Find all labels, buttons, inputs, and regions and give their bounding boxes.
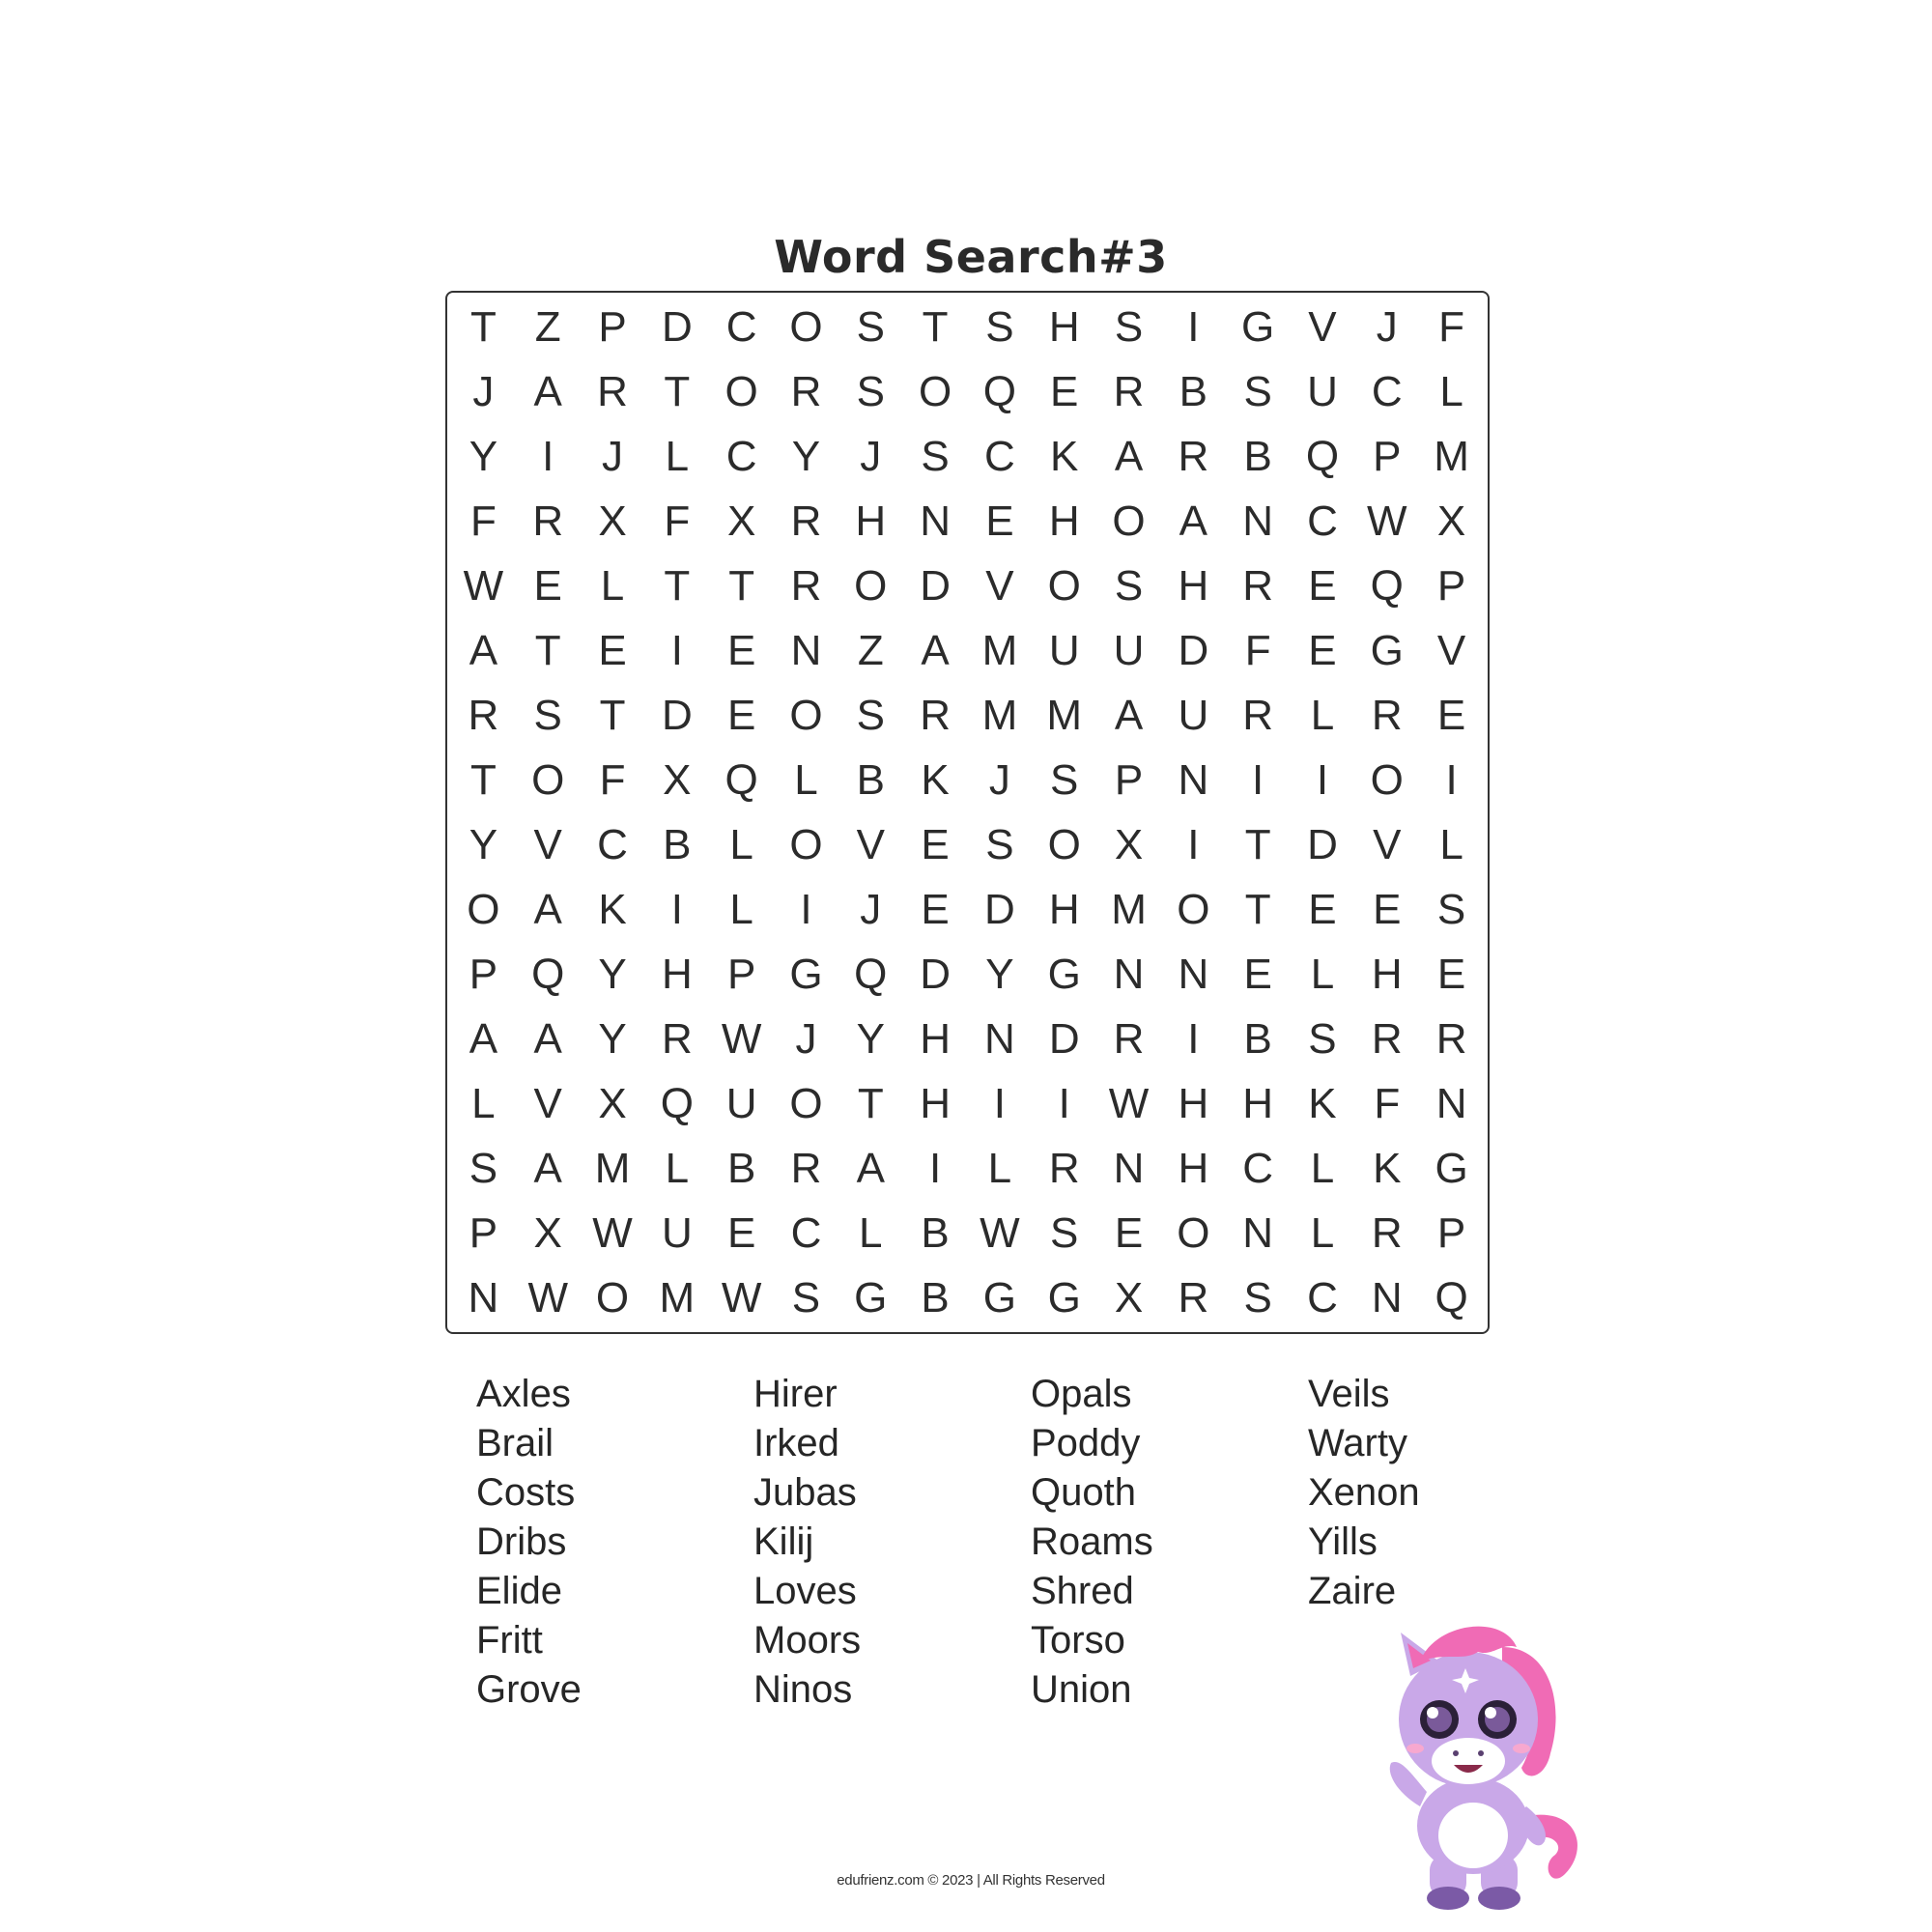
grid-cell: G: [1435, 1144, 1468, 1192]
grid-cell: X: [1114, 820, 1144, 868]
grid-cell: C: [597, 820, 628, 868]
grid-cell: H: [661, 950, 693, 998]
grid-cell: I: [1187, 1014, 1200, 1063]
word-column: [753, 1370, 1031, 1715]
grid-cell: Q: [1370, 561, 1404, 610]
grid-cell: I: [542, 432, 554, 480]
grid-cell: T: [469, 302, 497, 351]
grid-cell: T: [469, 755, 497, 804]
grid-cell: R: [1371, 1014, 1403, 1063]
grid-cell: P: [598, 302, 627, 351]
grid-cell: B: [1243, 432, 1272, 480]
grid-cell: J: [602, 432, 624, 480]
grid-cell: H: [1178, 1144, 1209, 1192]
grid-cell: R: [1242, 561, 1274, 610]
grid-cell: O: [1370, 755, 1404, 804]
grid-cell: M: [1111, 885, 1147, 933]
grid-cell: N: [1113, 950, 1145, 998]
grid-cell: E: [1436, 950, 1466, 998]
word-item: Moors: [753, 1619, 862, 1662]
grid-cell: U: [661, 1208, 693, 1257]
word-item: Grove: [476, 1668, 582, 1711]
word-item: Irked: [753, 1422, 839, 1464]
grid-cell: M: [659, 1273, 696, 1321]
grid-cell: N: [1242, 497, 1274, 545]
grid-cell: O: [724, 367, 758, 415]
grid-cell: B: [1243, 1014, 1272, 1063]
grid-cell: C: [1242, 1144, 1274, 1192]
grid-cell: K: [921, 755, 950, 804]
grid-cell: L: [600, 561, 625, 610]
grid-cell: O: [1047, 820, 1081, 868]
grid-cell: Y: [598, 1014, 627, 1063]
grid-cell: G: [1370, 626, 1404, 674]
grid-cell: L: [859, 1208, 883, 1257]
grid-cell: S: [985, 820, 1014, 868]
grid-cell: I: [993, 1079, 1007, 1127]
grid-cell: W: [463, 561, 504, 610]
grid-cell: I: [928, 1144, 942, 1192]
grid-cell: J: [1376, 302, 1398, 351]
grid-cell: L: [1310, 950, 1335, 998]
grid-cell: S: [856, 367, 885, 415]
grid-cell: Q: [1305, 432, 1340, 480]
grid-cell: X: [1114, 1273, 1144, 1321]
grid-cell: H: [1048, 302, 1080, 351]
grid-cell: U: [725, 1079, 757, 1127]
grid-cell: N: [1242, 1208, 1274, 1257]
grid-cell: D: [984, 885, 1015, 933]
grid-cell: A: [921, 626, 950, 674]
grid-cell: E: [1243, 950, 1272, 998]
grid-cell: V: [533, 820, 562, 868]
grid-cell: J: [795, 1014, 817, 1063]
grid-cell: A: [1114, 691, 1144, 739]
grid-cell: U: [1048, 626, 1080, 674]
grid-cell: S: [1243, 367, 1272, 415]
grid-cell: S: [985, 302, 1014, 351]
grid-cell: L: [794, 755, 818, 804]
grid-cell: F: [664, 497, 691, 545]
grid-cell: T: [857, 1079, 884, 1127]
grid-cell: X: [1436, 497, 1466, 545]
grid-cell: W: [1108, 1079, 1150, 1127]
grid-cell: F: [1438, 302, 1465, 351]
grid-cell: R: [1178, 432, 1209, 480]
word-item: Roams: [1031, 1520, 1153, 1563]
grid-cell: D: [1178, 626, 1209, 674]
grid-cell: Z: [534, 302, 561, 351]
grid-cell: O: [854, 561, 888, 610]
grid-cell: R: [1178, 1273, 1209, 1321]
grid-cell: A: [1179, 497, 1208, 545]
grid-cell: L: [1439, 367, 1463, 415]
grid-cell: H: [1371, 950, 1403, 998]
grid-cell: E: [1308, 626, 1337, 674]
grid-cell: R: [1048, 1144, 1080, 1192]
grid-cell: M: [1434, 432, 1469, 480]
grid-cell: L: [1310, 691, 1335, 739]
grid-cell: O: [1177, 1208, 1210, 1257]
grid-cell: B: [921, 1273, 950, 1321]
grid-cell: V: [533, 1079, 562, 1127]
grid-cell: V: [856, 820, 885, 868]
grid-cell: R: [1435, 1014, 1467, 1063]
grid-cell: W: [1367, 497, 1407, 545]
grid-cell: Y: [469, 820, 498, 868]
grid-cell: H: [1048, 885, 1080, 933]
grid-cell: Z: [857, 626, 884, 674]
grid-cell: S: [533, 691, 562, 739]
word-item: Jubas: [753, 1471, 857, 1514]
grid-cell: H: [1178, 561, 1209, 610]
grid-cell: R: [790, 367, 822, 415]
word-item: Ninos: [753, 1668, 853, 1711]
grid-cell: X: [663, 755, 692, 804]
grid-cell: L: [729, 820, 753, 868]
word-item: Warty: [1308, 1422, 1407, 1464]
grid-cell: I: [1187, 820, 1200, 868]
grid-cell: R: [790, 561, 822, 610]
grid-cell: O: [1177, 885, 1210, 933]
grid-cell: Y: [985, 950, 1014, 998]
grid-cell: I: [800, 885, 812, 933]
grid-cell: H: [920, 1079, 951, 1127]
grid-cell: E: [921, 820, 950, 868]
word-item: Poddy: [1031, 1422, 1141, 1464]
grid-cell: T: [728, 561, 755, 610]
grid-cell: S: [469, 1144, 498, 1192]
grid-cell: O: [1112, 497, 1146, 545]
grid-cell: O: [1047, 561, 1081, 610]
grid-cell: L: [1439, 820, 1463, 868]
grid-cell: M: [1046, 691, 1083, 739]
grid-cell: E: [726, 626, 756, 674]
grid-cell: L: [729, 885, 753, 933]
word-item: Xenon: [1308, 1471, 1420, 1514]
grid-cell: G: [1241, 302, 1275, 351]
grid-cell: T: [664, 561, 691, 610]
grid-cell: S: [791, 1273, 821, 1321]
grid-cell: R: [532, 497, 564, 545]
grid-cell: X: [533, 1208, 562, 1257]
grid-cell: S: [1243, 1273, 1272, 1321]
grid-cell: A: [469, 1014, 498, 1063]
grid-cell: W: [721, 1014, 762, 1063]
grid-cell: L: [987, 1144, 1012, 1192]
grid-cell: W: [721, 1273, 762, 1321]
grid-cell: T: [1244, 885, 1271, 933]
grid-cell: E: [533, 561, 562, 610]
grid-cell: N: [1371, 1273, 1403, 1321]
grid-cell: F: [1244, 626, 1271, 674]
grid-cell: L: [471, 1079, 496, 1127]
grid-cell: N: [790, 626, 822, 674]
grid-cell: N: [1113, 1144, 1145, 1192]
grid-cell: N: [1435, 1079, 1467, 1127]
word-item: Torso: [1031, 1619, 1125, 1662]
grid-cell: P: [1436, 561, 1466, 610]
word-item: Loves: [753, 1570, 857, 1612]
grid-cell: K: [1373, 1144, 1402, 1192]
grid-cell: R: [920, 691, 951, 739]
grid-cell: O: [789, 691, 823, 739]
grid-cell: X: [598, 497, 627, 545]
grid-cell: O: [595, 1273, 630, 1321]
word-item: Hirer: [753, 1373, 838, 1415]
grid-cell: F: [599, 755, 626, 804]
grid-cell: S: [1050, 1208, 1079, 1257]
grid-cell: P: [469, 1208, 498, 1257]
grid-cell: L: [1310, 1208, 1335, 1257]
grid-cell: A: [856, 1144, 885, 1192]
grid-cell: Q: [854, 950, 888, 998]
grid-cell: I: [1252, 755, 1264, 804]
grid-cell: A: [533, 1014, 562, 1063]
grid-cell: B: [663, 820, 692, 868]
grid-cell: P: [726, 950, 756, 998]
word-item: Veils: [1308, 1373, 1390, 1415]
grid-cell: B: [1179, 367, 1208, 415]
grid-cell: E: [598, 626, 627, 674]
grid-cell: K: [598, 885, 627, 933]
grid-cell: R: [597, 367, 628, 415]
word-item: Shred: [1031, 1570, 1134, 1612]
grid-cell: Q: [660, 1079, 694, 1127]
grid-cell: S: [856, 691, 885, 739]
grid-cell: O: [467, 885, 500, 933]
grid-cell: Y: [469, 432, 498, 480]
grid-cell: E: [1436, 691, 1466, 739]
grid-cell: T: [922, 302, 949, 351]
grid-cell: T: [664, 367, 691, 415]
grid-cell: M: [594, 1144, 631, 1192]
letter-grid: [445, 291, 1490, 1334]
grid-cell: S: [1114, 561, 1144, 610]
grid-cell: I: [1187, 302, 1200, 351]
grid-cell: I: [1316, 755, 1329, 804]
grid-cell: Q: [1435, 1273, 1468, 1321]
grid-cell: B: [921, 1208, 950, 1257]
word-item: Dribs: [476, 1520, 567, 1563]
grid-cell: R: [661, 1014, 693, 1063]
word-item: Opals: [1031, 1373, 1132, 1415]
word-item: Costs: [476, 1471, 576, 1514]
grid-cell: J: [860, 885, 882, 933]
grid-cell: I: [670, 885, 683, 933]
grid-cell: N: [984, 1014, 1015, 1063]
grid-cell: D: [661, 302, 693, 351]
grid-cell: V: [1373, 820, 1402, 868]
grid-cell: D: [920, 950, 951, 998]
grid-cell: T: [599, 691, 626, 739]
grid-cell: C: [1307, 1273, 1338, 1321]
grid-cell: S: [1114, 302, 1144, 351]
grid-cell: P: [1114, 755, 1144, 804]
grid-cell: R: [468, 691, 499, 739]
grid-cell: R: [790, 1144, 822, 1192]
grid-cell: G: [854, 1273, 888, 1321]
grid-cell: S: [1436, 885, 1466, 933]
grid-cell: S: [1308, 1014, 1337, 1063]
page-title: Word Search#3: [774, 231, 1168, 283]
grid-cell: R: [1371, 691, 1403, 739]
grid-cell: U: [1178, 691, 1209, 739]
word-item: Brail: [476, 1422, 554, 1464]
grid-cell: L: [665, 432, 690, 480]
grid-cell: E: [1308, 561, 1337, 610]
grid-cell: J: [860, 432, 882, 480]
grid-cell: C: [1307, 497, 1338, 545]
grid-cell: D: [1307, 820, 1338, 868]
grid-cell: A: [469, 626, 498, 674]
grid-cell: U: [1307, 367, 1338, 415]
grid-cell: H: [920, 1014, 951, 1063]
grid-cell: D: [920, 561, 951, 610]
grid-cell: D: [661, 691, 693, 739]
grid-cell: Y: [856, 1014, 885, 1063]
grid-cell: J: [472, 367, 495, 415]
word-column: [1031, 1370, 1308, 1715]
grid-cell: J: [988, 755, 1010, 804]
grid-cell: H: [1048, 497, 1080, 545]
grid-cell: I: [1058, 1079, 1070, 1127]
grid-cell: E: [1308, 885, 1337, 933]
grid-cell: T: [534, 626, 561, 674]
grid-cell: I: [670, 626, 683, 674]
grid-cell: A: [533, 367, 562, 415]
word-item: Quoth: [1031, 1471, 1136, 1514]
grid-cell: H: [855, 497, 887, 545]
grid-cell: S: [856, 302, 885, 351]
grid-cell: G: [1047, 950, 1081, 998]
grid-cell: Y: [598, 950, 627, 998]
grid-cell: G: [982, 1273, 1017, 1321]
grid-cell: R: [1371, 1208, 1403, 1257]
grid-cell: V: [1436, 626, 1466, 674]
grid-cell: H: [1178, 1079, 1209, 1127]
grid-cell: E: [1114, 1208, 1144, 1257]
grid-cell: E: [726, 691, 756, 739]
grid-cell: E: [985, 497, 1014, 545]
grid-cell: P: [1436, 1208, 1466, 1257]
grid-cell: F: [1374, 1079, 1401, 1127]
grid-cell: G: [789, 950, 823, 998]
grid-cell: C: [984, 432, 1015, 480]
pony-mascot-icon: [1357, 1608, 1589, 1918]
grid-cell: U: [1113, 626, 1145, 674]
grid-cell: E: [726, 1208, 756, 1257]
grid-cell: A: [533, 1144, 562, 1192]
grid-cell: R: [790, 497, 822, 545]
grid-cell: B: [856, 755, 885, 804]
grid-cell: O: [531, 755, 565, 804]
grid-cell: O: [789, 1079, 823, 1127]
footer-copyright: edufrienz.com © 2023 | All Rights Reserved: [837, 1872, 1105, 1889]
grid-cell: Q: [982, 367, 1017, 415]
grid-cell: O: [789, 302, 823, 351]
grid-cell: N: [1178, 950, 1209, 998]
grid-cell: M: [981, 626, 1018, 674]
grid-cell: T: [1244, 820, 1271, 868]
grid-cell: E: [1050, 367, 1079, 415]
grid-cell: C: [725, 302, 757, 351]
grid-cell: L: [1310, 1144, 1335, 1192]
grid-cell: D: [1048, 1014, 1080, 1063]
grid-cell: N: [1178, 755, 1209, 804]
grid-cell: S: [1050, 755, 1079, 804]
grid-cell: C: [725, 432, 757, 480]
grid-cell: I: [1445, 755, 1458, 804]
grid-cell: R: [1113, 367, 1145, 415]
grid-cell: M: [981, 691, 1018, 739]
grid-cell: H: [1242, 1079, 1274, 1127]
grid-cell: F: [469, 497, 497, 545]
grid-cell: R: [1242, 691, 1274, 739]
grid-cell: Q: [724, 755, 758, 804]
grid-cell: V: [1308, 302, 1337, 351]
grid-cell: O: [789, 820, 823, 868]
grid-cell: N: [920, 497, 951, 545]
grid-cell: E: [921, 885, 950, 933]
word-item: Union: [1031, 1668, 1132, 1711]
grid-cell: K: [1050, 432, 1079, 480]
grid-cell: C: [790, 1208, 822, 1257]
grid-cell: X: [726, 497, 756, 545]
grid-cell: N: [468, 1273, 499, 1321]
word-item: Axles: [476, 1373, 571, 1415]
grid-cell: R: [1113, 1014, 1145, 1063]
grid-cell: K: [1308, 1079, 1337, 1127]
grid-cell: A: [1114, 432, 1144, 480]
word-item: Zaire: [1308, 1570, 1397, 1612]
grid-cell: V: [985, 561, 1014, 610]
grid-cell: G: [1047, 1273, 1081, 1321]
grid-cell: O: [918, 367, 952, 415]
grid-cell: X: [598, 1079, 627, 1127]
grid-cell: C: [1371, 367, 1403, 415]
grid-cell: B: [726, 1144, 756, 1192]
grid-cell: E: [1373, 885, 1402, 933]
word-item: Fritt: [476, 1619, 543, 1662]
word-column: [476, 1370, 753, 1715]
grid-cell: W: [527, 1273, 568, 1321]
grid-cell: Y: [791, 432, 821, 480]
grid-cell: W: [980, 1208, 1020, 1257]
grid-cell: W: [592, 1208, 633, 1257]
grid-cell: P: [469, 950, 498, 998]
grid-cell: S: [921, 432, 950, 480]
word-item: Kilij: [753, 1520, 814, 1563]
grid-cell: A: [533, 885, 562, 933]
word-item: Elide: [476, 1570, 562, 1612]
grid-cell: P: [1373, 432, 1402, 480]
grid-cell: L: [665, 1144, 690, 1192]
grid-cell: Q: [531, 950, 565, 998]
word-item: Yills: [1308, 1520, 1378, 1563]
